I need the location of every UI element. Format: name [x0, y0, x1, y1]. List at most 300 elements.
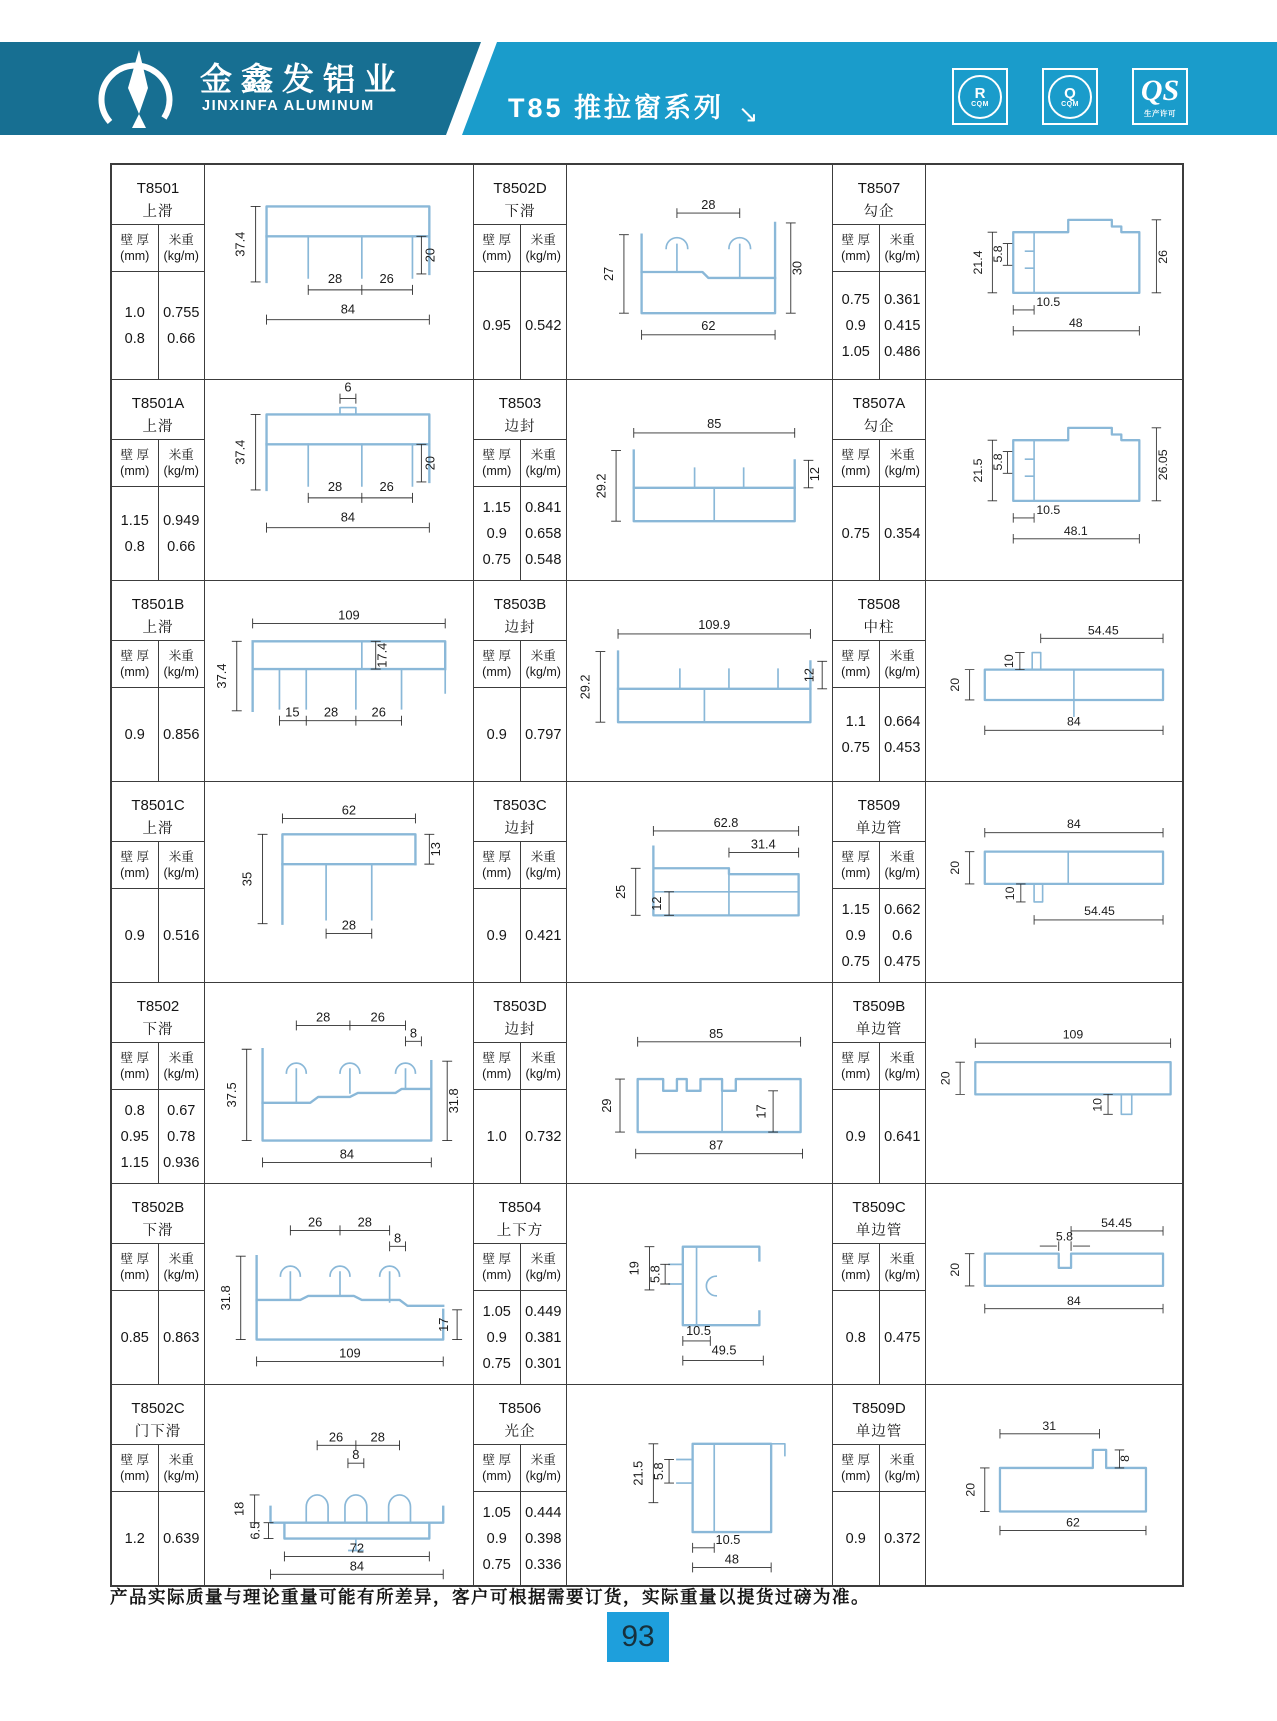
product-code: T8502 — [136, 998, 180, 1015]
weight-values: 0.516 — [163, 927, 200, 944]
profile-drawing-t8509 — [926, 782, 1182, 982]
thickness-header: 壁 厚 (mm) — [112, 641, 159, 687]
weight-values: 0.841 0.658 0.548 — [525, 499, 562, 568]
weight-values: 0.354 — [884, 525, 921, 542]
thickness-values: 1.05 0.9 0.75 — [474, 1492, 521, 1585]
dim-label: 12 — [801, 668, 817, 683]
profile-drawing-t8502b — [205, 1184, 473, 1384]
spec-table — [474, 1385, 567, 1585]
profile-outline — [263, 1049, 432, 1140]
dim-label: 62 — [341, 802, 357, 818]
weight-header: 米重 (kg/m) — [163, 648, 199, 679]
spec-values — [833, 889, 925, 982]
weight-header: 米重 (kg/m) — [163, 849, 199, 880]
product-code: T8507A — [852, 395, 906, 412]
dim-label: 10 — [1002, 654, 1017, 668]
weight-header: 米重 (kg/m) — [884, 232, 920, 263]
dim-label: 109 — [338, 607, 360, 623]
profile-drawing-t8501c — [205, 782, 473, 982]
dim-label: 28 — [357, 1214, 372, 1230]
dim-label: 21.5 — [630, 1460, 646, 1486]
dim-label: 20 — [938, 1071, 953, 1086]
weight-values: 0.732 — [525, 1128, 562, 1145]
dim-label: 5.8 — [990, 245, 1005, 263]
thickness-values: 1.2 — [112, 1492, 159, 1585]
weight-header: 米重 (kg/m) — [525, 1452, 561, 1483]
dim-label: 28 — [701, 197, 716, 213]
product-type: 下滑 — [142, 1223, 174, 1239]
dim-label: 62 — [701, 317, 716, 333]
product-type: 单边管 — [855, 821, 903, 837]
profile-drawing-t8503b — [567, 581, 832, 781]
product-type: 单边管 — [855, 1022, 903, 1038]
dim-label: 30 — [789, 260, 805, 276]
profile-drawing-t8503 — [567, 380, 832, 580]
table-row — [112, 165, 1182, 380]
product-code: T8506 — [498, 1400, 542, 1417]
product-type: 边封 — [504, 821, 536, 837]
dim-label: 29.2 — [577, 674, 593, 700]
dim-label: 48 — [1068, 315, 1083, 330]
spec-header — [112, 640, 204, 688]
spec-table — [474, 165, 567, 379]
profile-cell-t8503 — [474, 380, 833, 580]
dim-label: 49.5 — [711, 1342, 737, 1358]
dim-label: 72 — [349, 1540, 365, 1556]
dim-label: 21.5 — [970, 458, 985, 483]
dim-label: 10 — [1090, 1097, 1105, 1112]
dim-label: 85 — [707, 415, 722, 431]
spec-table — [833, 1184, 926, 1384]
cqm-r-badge-icon — [952, 68, 1008, 125]
product-type: 下滑 — [142, 1022, 174, 1038]
dim-label: 28 — [315, 1009, 331, 1025]
thickness-values: 0.8 — [833, 1291, 880, 1384]
profile-outline — [282, 834, 415, 923]
dim-label: 31.8 — [446, 1088, 462, 1114]
product-type: 单边管 — [855, 1223, 903, 1239]
thickness-values: 0.95 — [474, 272, 521, 379]
spec-values — [833, 487, 925, 580]
weight-header: 米重 (kg/m) — [884, 849, 920, 880]
dim-label: 26 — [308, 1214, 323, 1230]
product-type: 边封 — [504, 620, 536, 636]
product-code: T8508 — [857, 596, 901, 613]
profile-cell-t8509c — [833, 1184, 1182, 1384]
weight-values: 0.372 — [884, 1530, 921, 1547]
thickness-header: 壁 厚 (mm) — [833, 440, 880, 486]
table-row — [112, 1385, 1182, 1585]
dim-label: 28 — [341, 917, 357, 933]
weight-values: 0.421 — [525, 927, 562, 944]
spec-table — [112, 581, 205, 781]
dim-label: 20 — [963, 1482, 978, 1497]
dim-label: 48 — [724, 1551, 739, 1567]
weight-values: 0.949 0.66 — [163, 512, 200, 555]
dim-label: 109 — [339, 1345, 361, 1361]
spec-table — [474, 782, 567, 982]
profile-cell-t8509 — [833, 782, 1182, 982]
spec-header — [112, 1042, 204, 1090]
weight-header: 米重 (kg/m) — [163, 1452, 199, 1483]
spec-values — [474, 272, 566, 379]
profile-outline — [975, 1062, 1170, 1114]
weight-values: 0.641 — [884, 1128, 921, 1145]
profile-outline — [653, 847, 798, 916]
thickness-values: 1.15 0.9 0.75 — [474, 487, 521, 580]
dim-label: 12 — [649, 896, 665, 911]
dim-label: 26 — [1155, 249, 1170, 264]
thickness-values: 0.9 — [112, 688, 159, 781]
dim-label: 87 — [709, 1137, 724, 1153]
weight-values: 0.444 0.398 0.336 — [525, 1504, 562, 1573]
profile-cell-t8509b — [833, 983, 1182, 1183]
profile-outline — [1013, 428, 1139, 501]
weight-values: 0.863 — [163, 1329, 200, 1346]
product-type: 门下滑 — [134, 1424, 182, 1440]
profile-drawing-t8501a — [205, 380, 473, 580]
profile-cell-t8507 — [833, 165, 1182, 379]
dim-label: 84 — [1067, 816, 1081, 831]
dim-label: 26 — [371, 704, 386, 720]
profile-drawing-t8502c — [205, 1385, 473, 1585]
dim-label: 10.5 — [686, 1323, 711, 1339]
dim-label: 31 — [1042, 1419, 1057, 1434]
dim-label: 10.5 — [1036, 295, 1061, 310]
product-code: T8502D — [493, 180, 547, 197]
dim-label: 25 — [612, 884, 628, 899]
dim-label: 37.4 — [232, 439, 248, 465]
dim-label: 62 — [1066, 1515, 1080, 1530]
dim-label: 54.45 — [1084, 904, 1115, 919]
spec-table — [112, 983, 205, 1183]
dimension-lines — [965, 828, 1163, 925]
profile-drawing-t8501b — [205, 581, 473, 781]
spec-values — [112, 1291, 204, 1384]
thickness-header: 壁 厚 (mm) — [112, 1244, 159, 1290]
weight-header: 米重 (kg/m) — [884, 1452, 920, 1483]
spec-table — [112, 380, 205, 580]
dim-label: 62.8 — [713, 815, 739, 831]
company-name-cn: 金鑫发铝业 — [200, 61, 406, 97]
product-type: 边封 — [504, 1022, 536, 1038]
product-type: 上滑 — [142, 204, 174, 220]
profile-outline — [253, 641, 446, 710]
dim-label: 15 — [285, 704, 300, 720]
weight-header: 米重 (kg/m) — [884, 1251, 920, 1282]
profile-drawing-t8509b — [926, 983, 1182, 1183]
profile-outline — [669, 1247, 759, 1326]
profile-outline — [642, 223, 775, 313]
profile-outline — [618, 652, 810, 723]
dim-label: 26 — [379, 270, 394, 286]
product-type: 边封 — [504, 419, 536, 435]
dim-label: 26 — [370, 1009, 385, 1025]
spec-header — [833, 1444, 925, 1492]
dim-label: 84 — [1067, 1293, 1081, 1308]
dimension-lines — [242, 1020, 452, 1167]
company-logo-icon — [82, 48, 192, 130]
profile-drawing-t8507 — [926, 165, 1182, 379]
dim-label: 48.1 — [1063, 523, 1088, 538]
certification-badges — [952, 68, 1188, 125]
thickness-header: 壁 厚 (mm) — [833, 842, 880, 888]
weight-header: 米重 (kg/m) — [525, 648, 561, 679]
product-code: T8507 — [857, 180, 901, 197]
weight-values: 0.755 0.66 — [163, 304, 200, 347]
profile-drawing-t8501 — [205, 165, 473, 379]
product-type: 光企 — [504, 1424, 536, 1440]
dim-label: 5.8 — [647, 1265, 663, 1284]
thickness-header: 壁 厚 (mm) — [474, 1043, 521, 1089]
spec-header — [474, 1444, 566, 1492]
thickness-header: 壁 厚 (mm) — [833, 1043, 880, 1089]
thickness-values: 0.9 — [474, 688, 521, 781]
spec-table — [112, 165, 205, 379]
profile-cell-t8503c — [474, 782, 833, 982]
product-type: 上滑 — [142, 419, 174, 435]
profile-cell-t8503b — [474, 581, 833, 781]
profile-outline — [267, 206, 430, 281]
product-code: T8503D — [493, 998, 547, 1015]
dim-label: 28 — [327, 478, 343, 494]
dim-label: 6.5 — [247, 1521, 263, 1540]
thickness-header: 壁 厚 (mm) — [112, 225, 159, 271]
weight-header: 米重 (kg/m) — [525, 232, 561, 263]
product-code: T8501C — [131, 797, 185, 814]
thickness-header: 壁 厚 (mm) — [833, 225, 880, 271]
spec-table — [474, 380, 567, 580]
thickness-header: 壁 厚 (mm) — [474, 1244, 521, 1290]
dim-label: 17 — [436, 1317, 452, 1332]
thickness-header: 壁 厚 (mm) — [112, 1043, 159, 1089]
thickness-header: 壁 厚 (mm) — [112, 440, 159, 486]
badge-letter: QS — [1140, 74, 1180, 107]
profile-cell-t8506 — [474, 1385, 833, 1585]
product-code: T8509B — [852, 998, 906, 1015]
spec-values — [112, 889, 204, 982]
dim-label: 8 — [393, 1230, 402, 1246]
badge-caption: CQM — [1061, 100, 1079, 108]
spec-header — [112, 224, 204, 272]
qs-license-badge-icon — [1132, 68, 1188, 125]
product-code: T8501A — [131, 395, 185, 412]
spec-header — [112, 841, 204, 889]
spec-table — [112, 1184, 205, 1384]
profile-cell-t8502d — [474, 165, 833, 379]
thickness-values: 1.15 0.8 — [112, 487, 159, 580]
spec-header — [833, 1243, 925, 1291]
weight-values: 0.361 0.415 0.486 — [884, 291, 921, 360]
weight-values: 0.639 — [163, 1530, 200, 1547]
dim-label: 20 — [948, 860, 963, 875]
badge-caption: CQM — [971, 100, 989, 108]
thickness-header: 壁 厚 (mm) — [833, 1244, 880, 1290]
dim-label: 54.45 — [1087, 623, 1119, 638]
spec-header — [474, 1243, 566, 1291]
dim-label: 109.9 — [698, 616, 731, 632]
product-code: T8504 — [498, 1199, 542, 1216]
dim-label: 27 — [601, 266, 617, 282]
dim-label: 28 — [323, 704, 339, 720]
footer-note: 产品实际质量与理论重量可能有所差异，客户可根据需要订货，实际重量以提货过磅为准。 — [110, 1587, 870, 1607]
spec-table — [474, 983, 567, 1183]
weight-header: 米重 (kg/m) — [163, 1251, 199, 1282]
badge-letter: Q — [1064, 84, 1076, 102]
weight-header: 米重 (kg/m) — [525, 1251, 561, 1282]
spec-header — [474, 640, 566, 688]
badge-letter: R — [974, 84, 986, 102]
table-row — [112, 581, 1182, 782]
product-code: T8502B — [131, 1199, 185, 1216]
thickness-values: 0.9 — [833, 1090, 880, 1183]
spec-header — [474, 841, 566, 889]
profile-cell-t8508 — [833, 581, 1182, 781]
product-code: T8503B — [493, 596, 547, 613]
table-row — [112, 380, 1182, 581]
thickness-header: 壁 厚 (mm) — [474, 842, 521, 888]
weight-values: 0.67 0.78 0.936 — [163, 1102, 200, 1171]
product-code: T8503C — [493, 797, 547, 814]
spec-header — [833, 439, 925, 487]
spec-header — [474, 439, 566, 487]
spec-table — [112, 1385, 205, 1585]
profile-cell-t8503d — [474, 983, 833, 1183]
spec-values — [112, 1090, 204, 1183]
dim-label: 19 — [626, 1261, 642, 1276]
dim-label: 8 — [352, 1447, 360, 1463]
profile-outline — [985, 1254, 1163, 1286]
dimension-lines — [247, 1440, 444, 1579]
dim-label: 31.4 — [750, 836, 776, 852]
dimension-lines — [232, 618, 445, 725]
spec-header — [833, 1042, 925, 1090]
thickness-header: 壁 厚 (mm) — [833, 641, 880, 687]
table-row — [112, 782, 1182, 983]
profile-drawing-t8503c — [567, 782, 832, 982]
dim-label: 85 — [709, 1025, 724, 1041]
spec-table — [474, 581, 567, 781]
spec-values — [833, 1090, 925, 1183]
dim-label: 28 — [370, 1429, 385, 1445]
profile-cell-t8501a — [112, 380, 474, 580]
product-type: 勾企 — [863, 204, 895, 220]
dim-label: 29.2 — [593, 473, 609, 499]
thickness-values: 1.1 0.75 — [833, 688, 880, 781]
weight-header: 米重 (kg/m) — [163, 1050, 199, 1081]
product-code: T8502C — [131, 1400, 185, 1417]
dimension-lines — [648, 1444, 771, 1573]
dim-label: 84 — [349, 1558, 365, 1574]
dim-label: 26 — [328, 1429, 344, 1445]
product-type: 单边管 — [855, 1424, 903, 1440]
profile-cell-t8502 — [112, 983, 474, 1183]
profile-drawing-t8509c — [926, 1184, 1182, 1384]
profile-drawing-t8502d — [567, 165, 832, 379]
spec-table — [833, 581, 926, 781]
thickness-values: 0.75 — [833, 487, 880, 580]
profile-cell-t8501 — [112, 165, 474, 379]
table-row — [112, 1184, 1182, 1385]
dim-label: 17 — [753, 1104, 769, 1119]
thickness-header: 壁 厚 (mm) — [474, 641, 521, 687]
dim-label: 84 — [340, 301, 356, 317]
badge-caption: 生产许可 — [1144, 109, 1176, 118]
thickness-values: 1.0 0.8 — [112, 272, 159, 379]
spec-header — [474, 1042, 566, 1090]
spec-header — [833, 640, 925, 688]
weight-values: 0.475 — [884, 1329, 921, 1346]
thickness-values: 1.15 0.9 0.75 — [833, 889, 880, 982]
dim-label: 37.4 — [232, 231, 248, 257]
product-type: 上滑 — [142, 620, 174, 636]
dim-label: 5.8 — [651, 1462, 667, 1481]
dim-label: 10.5 — [715, 1531, 741, 1547]
spec-table — [474, 1184, 567, 1384]
spec-values — [474, 889, 566, 982]
weight-header: 米重 (kg/m) — [884, 1050, 920, 1081]
dim-label: 20 — [422, 455, 438, 471]
dim-label: 26 — [379, 478, 394, 494]
cqm-q-badge-icon — [1042, 68, 1098, 125]
dim-label: 37.4 — [213, 663, 229, 689]
spec-table — [833, 782, 926, 982]
product-code: T8501B — [131, 596, 185, 613]
thickness-values: 1.05 0.9 0.75 — [474, 1291, 521, 1384]
profile-outline — [677, 1444, 785, 1532]
profile-cell-t8504 — [474, 1184, 833, 1384]
profile-drawing-t8508 — [926, 581, 1182, 781]
dimension-lines — [645, 1247, 764, 1366]
spec-values — [474, 1090, 566, 1183]
dim-label: 6 — [344, 380, 352, 395]
thickness-values: 0.9 — [833, 1492, 880, 1585]
weight-values: 0.449 0.381 0.301 — [525, 1303, 562, 1372]
dim-label: 35 — [239, 871, 255, 887]
spec-table — [112, 782, 205, 982]
thickness-header: 壁 厚 (mm) — [474, 440, 521, 486]
spec-values — [474, 487, 566, 580]
spec-table — [833, 983, 926, 1183]
dim-label: 5.8 — [990, 453, 1005, 471]
product-code: T8503 — [498, 395, 542, 412]
profile-outline — [267, 408, 430, 490]
spec-header — [112, 1243, 204, 1291]
spec-values — [833, 1492, 925, 1585]
thickness-header: 壁 厚 (mm) — [112, 1445, 159, 1491]
dim-label: 84 — [339, 1146, 355, 1162]
weight-values: 0.797 — [525, 726, 562, 743]
thickness-header: 壁 厚 (mm) — [474, 225, 521, 271]
spec-values — [474, 1291, 566, 1384]
dim-label: 37.5 — [223, 1082, 239, 1108]
product-code: T8509D — [852, 1400, 906, 1417]
thickness-values: 0.85 — [112, 1291, 159, 1384]
weight-header: 米重 (kg/m) — [884, 648, 920, 679]
thickness-values: 0.9 — [474, 889, 521, 982]
weight-header: 米重 (kg/m) — [525, 447, 561, 478]
header-band — [0, 42, 1277, 135]
spec-values — [112, 1492, 204, 1585]
spec-table — [833, 165, 926, 379]
profile-cell-t8509d — [833, 1385, 1182, 1585]
arrow-icon: ↘ — [738, 101, 759, 128]
profile-drawing-t8504 — [567, 1184, 832, 1384]
thickness-values: 1.0 — [474, 1090, 521, 1183]
spec-values — [833, 688, 925, 781]
spec-header — [833, 224, 925, 272]
dim-label: 84 — [1067, 714, 1081, 729]
